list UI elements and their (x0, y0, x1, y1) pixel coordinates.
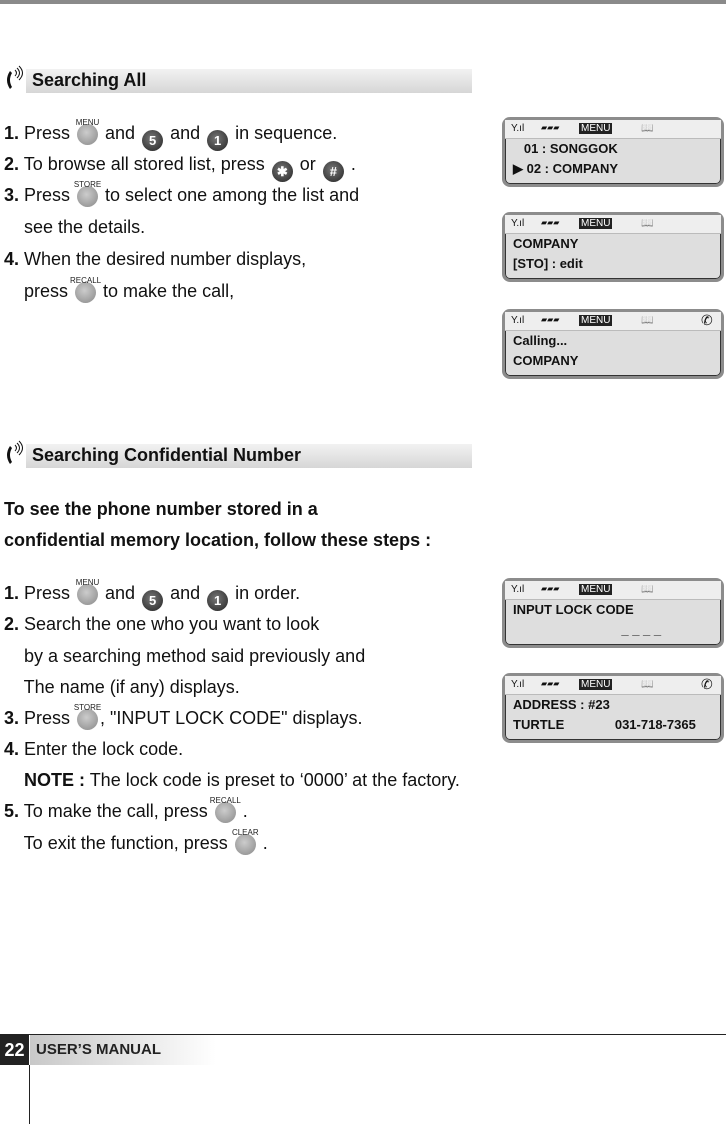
battery-icon: ▰▰▰ (541, 679, 560, 688)
step-text: Press (19, 185, 76, 205)
step-text: press (4, 281, 74, 301)
step-text: Press (19, 123, 76, 143)
footer-title: USER’S MANUAL (30, 1035, 216, 1065)
store-key-icon (73, 180, 102, 207)
intro-line: confidential memory location, follow these steps : (4, 530, 432, 550)
step-line (4, 580, 300, 606)
lcd-text-line: [STO] : edit (513, 256, 583, 271)
signal-icon: Y.ıl (511, 315, 525, 326)
top-rule (0, 0, 726, 4)
step-text: Press (19, 708, 76, 728)
step-line (4, 120, 337, 146)
step-number: 4. (4, 249, 20, 269)
lcd-menu-indicator: MENU (581, 315, 611, 326)
key-label: RECALL (69, 276, 102, 285)
step-text: and (100, 123, 141, 143)
phonebook-icon: 📖 (641, 315, 654, 326)
step-text: to select one among the list and (100, 185, 360, 205)
step-text: The lock code is preset to ‘0000’ at the factory. (85, 770, 460, 790)
step-line (4, 830, 268, 856)
lcd-text-line: TURTLE 031-718-7365 (513, 717, 696, 732)
battery-icon: ▰▰▰ (541, 218, 560, 227)
step-text: Enter the lock code. (19, 739, 184, 759)
step-text: by a searching method said previously and (4, 646, 366, 666)
step-text: , "INPUT LOCK CODE" displays. (100, 708, 363, 728)
step-text: to make the call, (98, 281, 235, 301)
step-text: and (165, 583, 206, 603)
step-text: see the details. (4, 217, 146, 237)
lcd-text-line: 01 : SONGGOK (513, 141, 618, 156)
page-number: 22 (0, 1035, 29, 1065)
battery-icon: ▰▰▰ (541, 123, 560, 132)
lcd-text-line: Calling... (513, 333, 568, 348)
step-text: or (294, 154, 321, 174)
step-text: When the desired number displays, (19, 249, 307, 269)
step-line (4, 643, 365, 669)
step-number: 3. (4, 185, 20, 205)
margin-rule (29, 1065, 30, 1124)
lcd-status-bar (505, 581, 721, 600)
menu-key-icon (75, 118, 100, 145)
lcd-status-bar (505, 215, 721, 234)
step-number: 2. (4, 154, 20, 174)
lcd-menu-indicator: MENU (581, 123, 611, 134)
step-text: . (257, 833, 268, 853)
lcd-menu-indicator: MENU (581, 679, 611, 690)
key-5-icon: 5 (142, 130, 163, 151)
step-text: in order. (230, 583, 301, 603)
store-key-icon (73, 703, 102, 730)
lcd-text-line: ADDRESS : #23 (513, 697, 610, 712)
key-1-icon: 1 (207, 130, 228, 151)
lcd-status-bar (505, 312, 721, 331)
step-number: 5. (4, 801, 20, 821)
section-title: Searching Confidential Number (32, 445, 302, 465)
step-text: . (345, 154, 356, 174)
handset-icon: ✆ (701, 312, 713, 328)
step-line (4, 611, 319, 637)
phonebook-icon: 📖 (641, 584, 654, 595)
lcd-text-line: COMPANY (513, 236, 579, 251)
section-header-searching-all (0, 65, 472, 95)
step-line (4, 705, 363, 731)
lcd-screen (502, 309, 724, 379)
key-label: STORE (73, 180, 102, 189)
step-text: To make the call, press (19, 801, 213, 821)
signal-icon: Y.ıl (511, 123, 525, 134)
key-label: MENU (75, 578, 100, 587)
lcd-screen (502, 673, 724, 743)
step-number: NOTE : (24, 770, 86, 790)
lcd-screen (502, 578, 724, 648)
step-line (4, 246, 306, 272)
battery-icon: ▰▰▰ (541, 584, 560, 593)
step-number: 4. (4, 739, 20, 759)
intro-line: To see the phone number stored in a (4, 499, 318, 519)
step-text: and (100, 583, 141, 603)
key-1-icon: 1 (207, 590, 228, 611)
menu-key-icon (75, 578, 100, 605)
step-text: The name (if any) displays. (4, 677, 240, 697)
phonebook-icon: 📖 (641, 679, 654, 690)
lcd-screen (502, 212, 724, 282)
lcd-status-bar (505, 676, 721, 695)
battery-icon: ▰▰▰ (541, 315, 560, 324)
step-line (4, 674, 240, 700)
key-hash-icon: # (323, 161, 344, 182)
key-label: STORE (73, 703, 102, 712)
phonebook-icon: 📖 (641, 123, 654, 134)
step-number: 1. (4, 123, 20, 143)
step-text: To browse all stored list, press (19, 154, 270, 174)
step-line (4, 736, 183, 762)
lcd-menu-indicator: MENU (581, 218, 611, 229)
step-text: in sequence. (230, 123, 338, 143)
step-number: 2. (4, 614, 20, 634)
lcd-screen (502, 117, 724, 187)
key-star-icon: ✱ (272, 161, 293, 182)
step-line (4, 151, 356, 177)
lcd-status-bar (505, 120, 721, 139)
step-text: Press (19, 583, 76, 603)
key-label: MENU (75, 118, 100, 127)
recall-key-icon (69, 276, 102, 303)
key-label: CLEAR (231, 828, 259, 837)
lcd-text-line: _ _ _ _ (513, 622, 662, 637)
phonebook-icon: 📖 (641, 218, 654, 229)
step-line (4, 278, 234, 304)
lcd-menu-indicator: MENU (581, 584, 611, 595)
handset-icon: ✆ (701, 676, 713, 692)
step-text: Search the one who you want to look (19, 614, 320, 634)
signal-icon: Y.ıl (511, 679, 525, 690)
step-number: 1. (4, 583, 20, 603)
step-text (4, 770, 24, 790)
phone-ringing-icon (2, 65, 26, 95)
section-header-confidential (0, 440, 472, 470)
step-line (4, 798, 248, 824)
clear-key-icon (231, 828, 259, 855)
step-line (4, 182, 359, 208)
section-title: Searching All (32, 70, 147, 90)
key-label: RECALL (209, 796, 241, 805)
lcd-text-line: COMPANY (513, 353, 579, 368)
lcd-text-line: ▶ 02 : COMPANY (513, 161, 619, 176)
step-text: . (237, 801, 248, 821)
phone-ringing-icon (2, 440, 26, 470)
step-line (4, 214, 145, 240)
step-number: 3. (4, 708, 20, 728)
lcd-text-line: INPUT LOCK CODE (513, 602, 634, 617)
step-text: To exit the function, press (4, 833, 233, 853)
signal-icon: Y.ıl (511, 584, 525, 595)
signal-icon: Y.ıl (511, 218, 525, 229)
step-text: and (165, 123, 206, 143)
key-5-icon: 5 (142, 590, 163, 611)
